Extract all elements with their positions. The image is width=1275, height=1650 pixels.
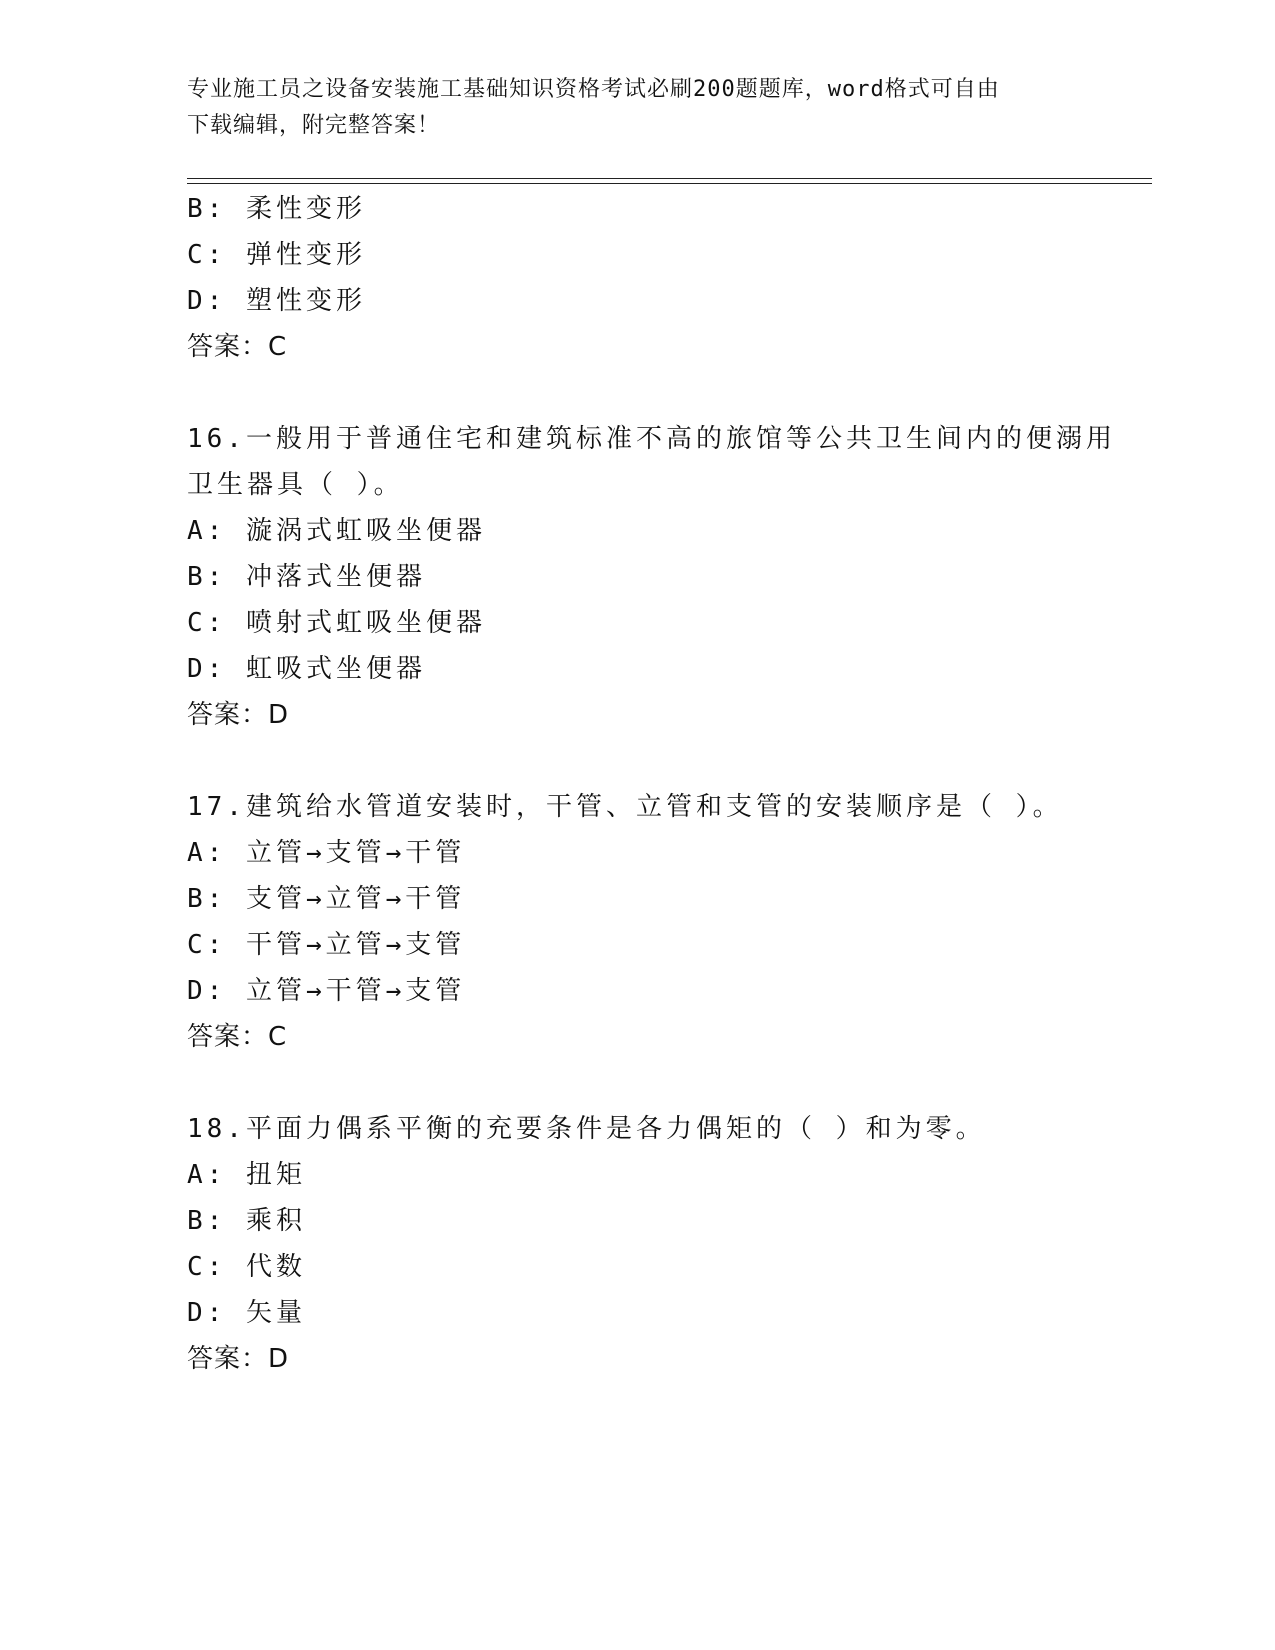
option-d: D: 虹吸式坐便器 <box>187 654 426 684</box>
option-a: A: 扭矩 <box>187 1160 306 1190</box>
header-line-2: 下载编辑，附完整答案！ <box>187 113 441 138</box>
question-text: 16.一般用于普通住宅和建筑标准不高的旅馆等公共卫生间内的便溺用 <box>187 424 1116 454</box>
spacer <box>187 370 1147 416</box>
spacer <box>187 738 1147 784</box>
question-text: 18.平面力偶系平衡的充要条件是各力偶矩的（ ）和为零。 <box>187 1114 986 1144</box>
question-17 <box>187 784 1147 1060</box>
spacer <box>187 1060 1147 1106</box>
option-d: D: 立管→干管→支管 <box>187 976 466 1006</box>
option-a: A: 漩涡式虹吸坐便器 <box>187 516 486 546</box>
question-text: 17.建筑给水管道安装时，干管、立管和支管的安装顺序是（ ）。 <box>187 792 1063 822</box>
option-c: C: 弹性变形 <box>187 240 366 270</box>
option-c: C: 代数 <box>187 1252 306 1282</box>
header-rule-top <box>187 178 1152 179</box>
document-header <box>187 72 1067 144</box>
question-text-continued: 卫生器具（ ）。 <box>187 470 404 500</box>
header-rule-bottom <box>187 183 1152 184</box>
answer: 答案：D <box>187 700 290 730</box>
question-15 <box>187 186 1147 370</box>
question-16 <box>187 416 1147 738</box>
option-b: B: 支管→立管→干管 <box>187 884 466 914</box>
option-b: B: 乘积 <box>187 1206 306 1236</box>
option-a: A: 立管→支管→干管 <box>187 838 466 868</box>
option-b: B: 冲落式坐便器 <box>187 562 426 592</box>
header-line-1: 专业施工员之设备安装施工基础知识资格考试必刷200题题库，word格式可自由 <box>187 77 1000 102</box>
question-18 <box>187 1106 1147 1382</box>
option-c: C: 喷射式虹吸坐便器 <box>187 608 486 638</box>
answer: 答案：C <box>187 332 288 362</box>
answer: 答案：D <box>187 1344 290 1374</box>
option-d: D: 矢量 <box>187 1298 306 1328</box>
question-list <box>187 186 1147 1382</box>
option-c: C: 干管→立管→支管 <box>187 930 466 960</box>
option-d: D: 塑性变形 <box>187 286 366 316</box>
option-b: B: 柔性变形 <box>187 194 366 224</box>
answer: 答案：C <box>187 1022 288 1052</box>
